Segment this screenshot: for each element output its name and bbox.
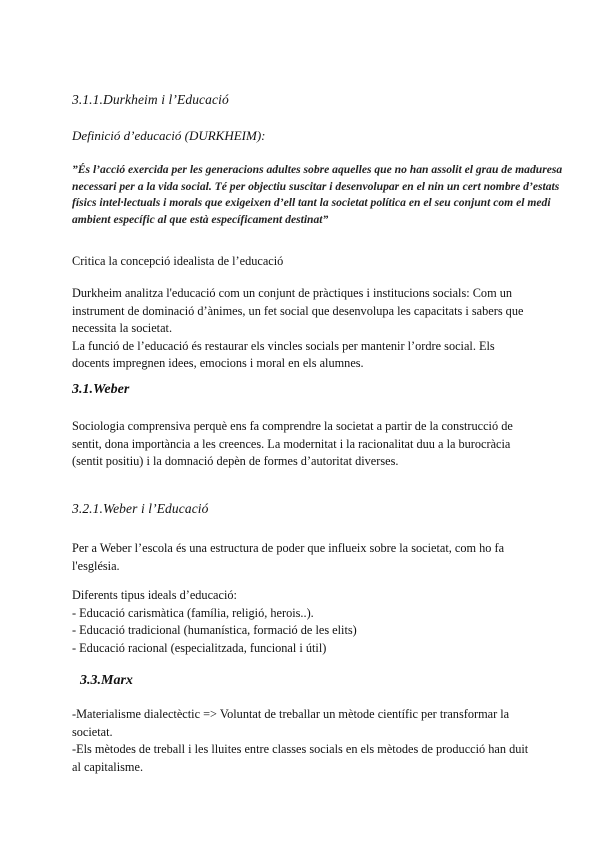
text-line: Per a Weber l’escola és una estructura de poder que influeix sobre la societat, com ho fa: [72, 541, 505, 555]
text-line: Durkheim analitza l'educació com un conjunt de pràctiques i institucions socials: Com un: [72, 286, 513, 300]
education-types-list: [72, 587, 534, 657]
list-item: - Educació racional (especialitzada, funcional i útil): [72, 640, 327, 655]
text-line: al capitalisme.: [72, 759, 144, 774]
text-line: -Els mètodes de treball i les lluites entre classes socials en els mètodes de producció han duit: [72, 742, 529, 756]
heading-weber-education: 3.2.1.Weber i l’Educació: [72, 501, 209, 516]
weber-paragraph: [72, 418, 534, 471]
text-line: docents impregnen idees, emocions i moral en els alumnes.: [72, 356, 364, 370]
text-line: La funció de l’educació és restaurar els vincles socials per mantenir l’ordre social. Els: [72, 338, 495, 353]
text-line: Sociologia comprensiva perquè ens fa comprendre la societat a partir de la construcció de: [72, 419, 513, 433]
critique-line: Critica la concepció idealista de l’educació: [72, 254, 284, 268]
marx-points: [72, 706, 534, 776]
text-line: -Materialisme dialectèctic => Voluntat de treballar un mètode científic per transformar la: [72, 707, 510, 721]
text-line: l'església.: [72, 558, 120, 573]
text-line: instrument de dominació d’ànimes, un fet social que desenvolupa les capacitats i sabers que: [72, 303, 524, 318]
list-item: - Educació tradicional (humanística, formació de les elits): [72, 623, 357, 637]
quote-line: ”És l’acció exercida per les generacions adultes sobre aquelles que no han assolit el grau de maduresa: [72, 163, 563, 176]
heading-durkheim-education: 3.1.1.Durkheim i l’Educació: [72, 92, 229, 107]
heading-marx: 3.3.Marx: [80, 673, 133, 688]
definition-title: Definició d’educació (DURKHEIM):: [72, 128, 266, 143]
quote-line: necessari per a la vida social. Té per objectiu suscitar i desenvolupar en el nin un cert nombre d’estats: [72, 179, 560, 193]
list-title: Diferents tipus ideals d’educació:: [72, 588, 237, 602]
text-line: (sentit positiu) i la domnació depèn de formes d’autoritat diverses.: [72, 454, 399, 468]
quote-line: físics intel·lectuals i morals que exigeixen d’ell tant la societat política en el seu conjunt com el medi: [72, 196, 551, 209]
list-item: - Educació carismàtica (família, religió, herois..).: [72, 605, 314, 620]
durkheim-paragraph: [72, 285, 534, 373]
text-line: necessita la societat.: [72, 321, 173, 335]
quote-line: ambient específic al que està específicament destinat”: [72, 212, 329, 226]
text-line: societat.: [72, 724, 113, 739]
durkheim-quote: [72, 162, 563, 228]
weber-education-paragraph: [72, 540, 534, 575]
text-line: sentit, dona importància a les creences. La modernitat i la racionalitat duu a la burocràcia: [72, 436, 511, 451]
heading-weber: 3.1.Weber: [72, 382, 130, 397]
